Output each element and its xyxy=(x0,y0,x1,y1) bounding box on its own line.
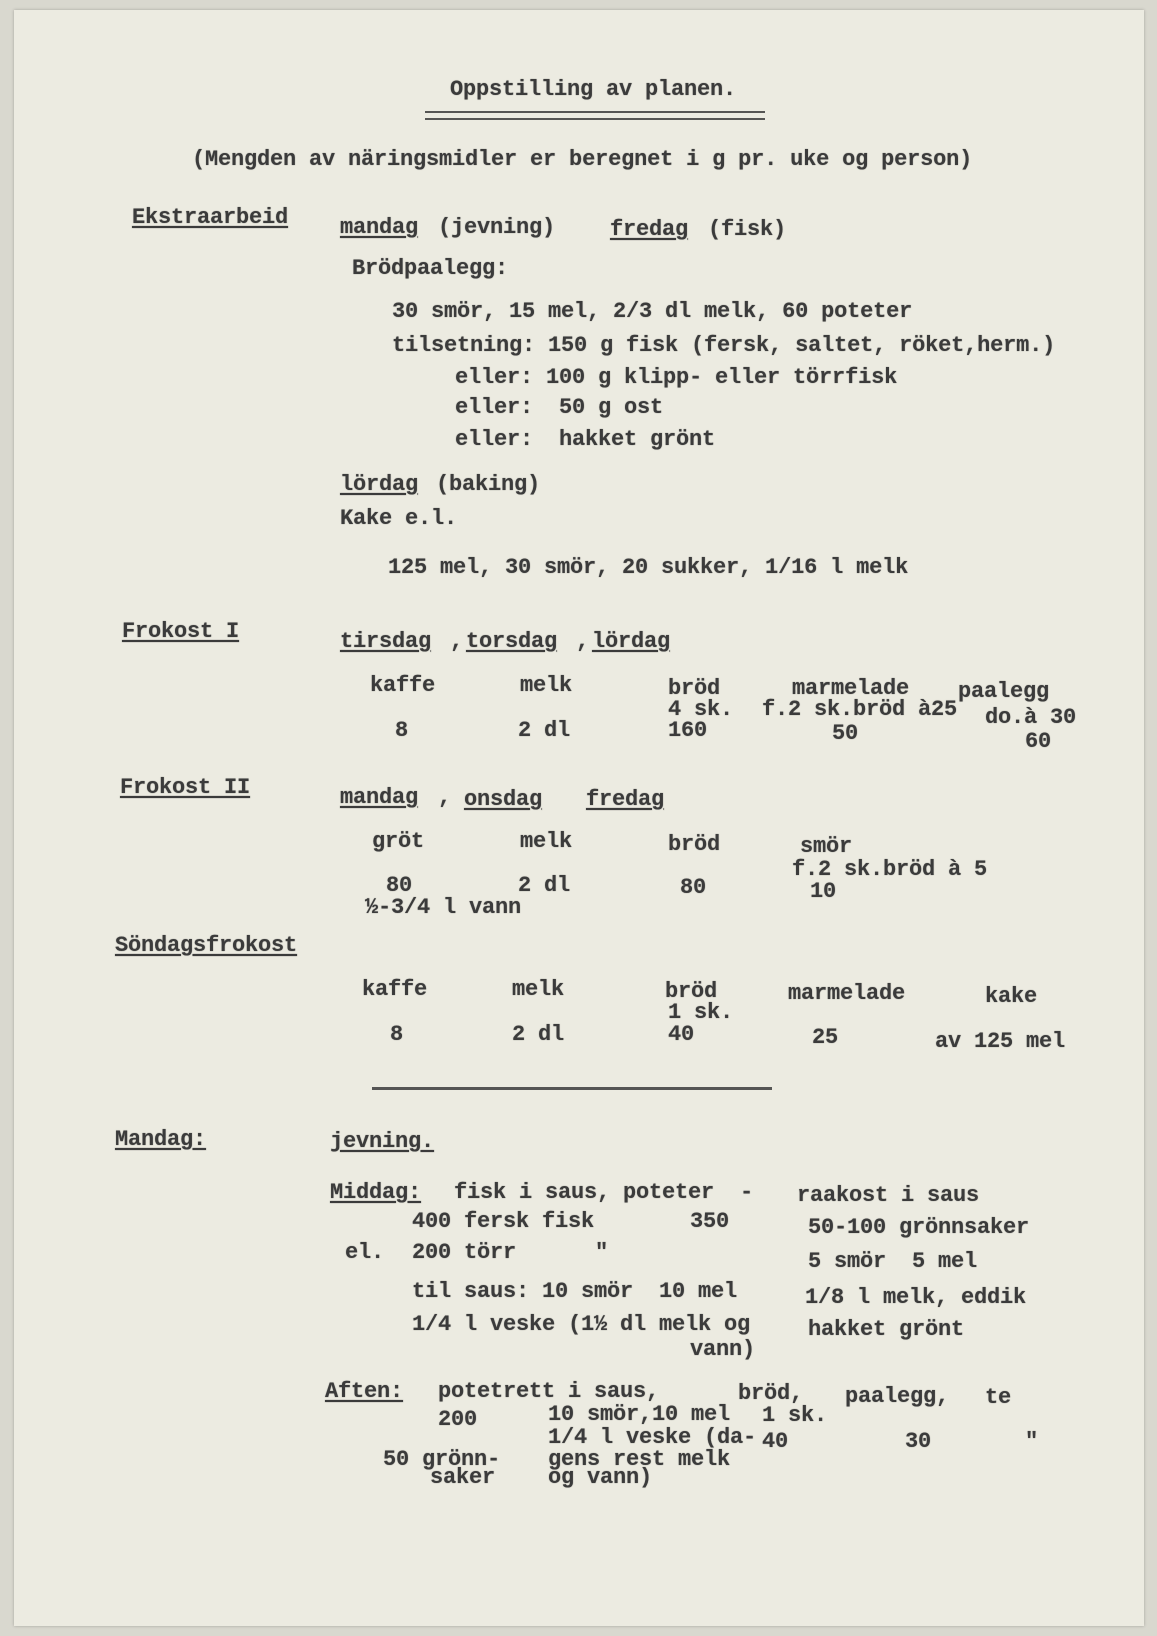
cell-value: 8 xyxy=(390,1022,404,1047)
menu-line: paalegg, xyxy=(845,1384,950,1409)
recipe-line: eller: hakket grönt xyxy=(455,427,716,452)
column-header: gröt xyxy=(372,829,425,854)
menu-line: el. xyxy=(345,1240,385,1265)
menu-line: te xyxy=(985,1385,1012,1410)
menu-line: 200 törr xyxy=(412,1240,517,1265)
section-heading-frokost-2: Frokost II xyxy=(120,775,251,800)
document-subtitle: (Mengden av näringsmidler er beregnet i g pr. uke og person) xyxy=(192,147,973,172)
menu-line: " xyxy=(1025,1429,1039,1454)
cell-note: f.2 sk.bröd à25 xyxy=(762,697,958,722)
menu-line: vann) xyxy=(690,1337,756,1362)
menu-line: raakost i saus xyxy=(797,1183,980,1208)
column-header: bröd xyxy=(668,676,721,701)
menu-line: 10 smör,10 mel xyxy=(548,1402,731,1427)
menu-line: 400 fersk fisk xyxy=(412,1209,595,1234)
aften-label: Aften: xyxy=(325,1379,404,1404)
column-header: paalegg xyxy=(958,679,1050,704)
menu-line: 30 xyxy=(905,1429,932,1454)
cell-value: 80 xyxy=(680,875,707,900)
day-note: (baking) xyxy=(436,472,541,497)
menu-line: potetrett i saus, xyxy=(438,1379,660,1404)
cell-value: 50 xyxy=(832,721,859,746)
menu-line: 50-100 grönnsaker xyxy=(808,1215,1030,1240)
menu-line: saker xyxy=(430,1465,496,1490)
menu-line: 1/8 l melk, eddik xyxy=(805,1285,1027,1310)
column-header: bröd xyxy=(665,979,718,1004)
column-header: marmelade xyxy=(788,981,906,1006)
menu-line: og vann) xyxy=(548,1465,653,1490)
cell-value: 8 xyxy=(395,718,409,743)
day-note: (jevning) xyxy=(438,215,556,240)
cell-value: 2 dl xyxy=(518,718,571,743)
cell-value: 80 xyxy=(386,873,413,898)
section-heading-mandag: Mandag: xyxy=(115,1127,207,1152)
day-label: mandag xyxy=(340,785,419,810)
cell-value: 2 dl xyxy=(518,873,571,898)
menu-line: " xyxy=(595,1240,609,1265)
recipe-line: tilsetning: 150 g fisk (fersk, saltet, röket,herm.) xyxy=(392,333,1056,358)
section-heading-ekstraarbeid: Ekstraarbeid xyxy=(132,205,289,230)
kake-label: Kake e.l. xyxy=(340,506,458,531)
cell-value: 40 xyxy=(668,1022,695,1047)
section-heading-sondagsfrokost: Söndagsfrokost xyxy=(115,933,298,958)
cell-note: 1 sk. xyxy=(668,1000,734,1025)
comma: , xyxy=(438,785,452,810)
section-divider xyxy=(372,1087,772,1090)
menu-line: 1 sk. xyxy=(762,1403,828,1428)
cell-note: f.2 sk.bröd à 5 xyxy=(792,857,988,882)
menu-line: 1/4 l veske (1½ dl melk og xyxy=(412,1312,751,1337)
recipe-line: 125 mel, 30 smör, 20 sukker, 1/16 l melk xyxy=(388,555,909,580)
menu-line: fisk i saus, poteter - xyxy=(454,1180,754,1205)
menu-line: bröd, xyxy=(738,1381,804,1406)
cell-value: 160 xyxy=(668,718,708,743)
day-label: fredag xyxy=(586,787,665,812)
cell-note: do.à 30 xyxy=(985,705,1077,730)
recipe-line: eller: 100 g klipp- eller törrfisk xyxy=(455,365,898,390)
day-label: onsdag xyxy=(464,787,543,812)
column-header: smör xyxy=(800,834,853,859)
comma: , xyxy=(450,629,464,654)
cell-value: 10 xyxy=(810,879,837,904)
menu-line: 5 smör 5 mel xyxy=(808,1249,978,1274)
recipe-line: 30 smör, 15 mel, 2/3 dl melk, 60 poteter xyxy=(392,299,913,324)
cell-value: 60 xyxy=(1025,729,1052,754)
menu-line: 350 xyxy=(690,1209,730,1234)
day-label: fredag xyxy=(610,217,689,242)
day-label: lördag xyxy=(340,472,419,497)
cell-note: 4 sk. xyxy=(668,697,734,722)
column-header: melk xyxy=(512,977,565,1002)
menu-line: 40 xyxy=(762,1429,789,1454)
day-note: (fisk) xyxy=(708,217,787,242)
cell-extra: ½-3/4 l vann xyxy=(365,895,522,920)
column-header: kake xyxy=(985,984,1038,1009)
menu-line: 1/4 l veske (da- xyxy=(548,1425,757,1450)
day-label: mandag xyxy=(340,215,419,240)
recipe-line: eller: 50 g ost xyxy=(455,395,664,420)
menu-line: til saus: 10 smör 10 mel xyxy=(412,1279,738,1304)
day-label: torsdag xyxy=(466,629,558,654)
middag-label: Middag: xyxy=(330,1180,422,1205)
menu-line: 50 grönn- xyxy=(383,1447,501,1472)
menu-line: 200 xyxy=(438,1407,478,1432)
document-title: Oppstilling av planen. xyxy=(450,77,737,102)
column-header: kaffe xyxy=(362,977,428,1002)
comma: , xyxy=(576,629,590,654)
cell-value: av 125 mel xyxy=(935,1029,1066,1054)
section-heading-frokost-1: Frokost I xyxy=(122,619,240,644)
column-header: melk xyxy=(520,673,573,698)
cell-value: 25 xyxy=(812,1025,839,1050)
day-subheading: jevning. xyxy=(330,1129,435,1154)
day-label: lördag xyxy=(592,629,671,654)
column-header: kaffe xyxy=(370,673,436,698)
column-header: melk xyxy=(520,829,573,854)
day-label: tirsdag xyxy=(340,629,432,654)
menu-line: gens rest melk xyxy=(548,1447,731,1472)
typewritten-page xyxy=(14,10,1144,1626)
menu-line: hakket grönt xyxy=(808,1317,965,1342)
column-header: marmelade xyxy=(792,676,910,701)
column-header: bröd xyxy=(668,832,721,857)
title-double-underline xyxy=(425,111,765,120)
cell-value: 2 dl xyxy=(512,1022,565,1047)
brodpaalegg-label: Brödpaalegg: xyxy=(352,256,509,281)
